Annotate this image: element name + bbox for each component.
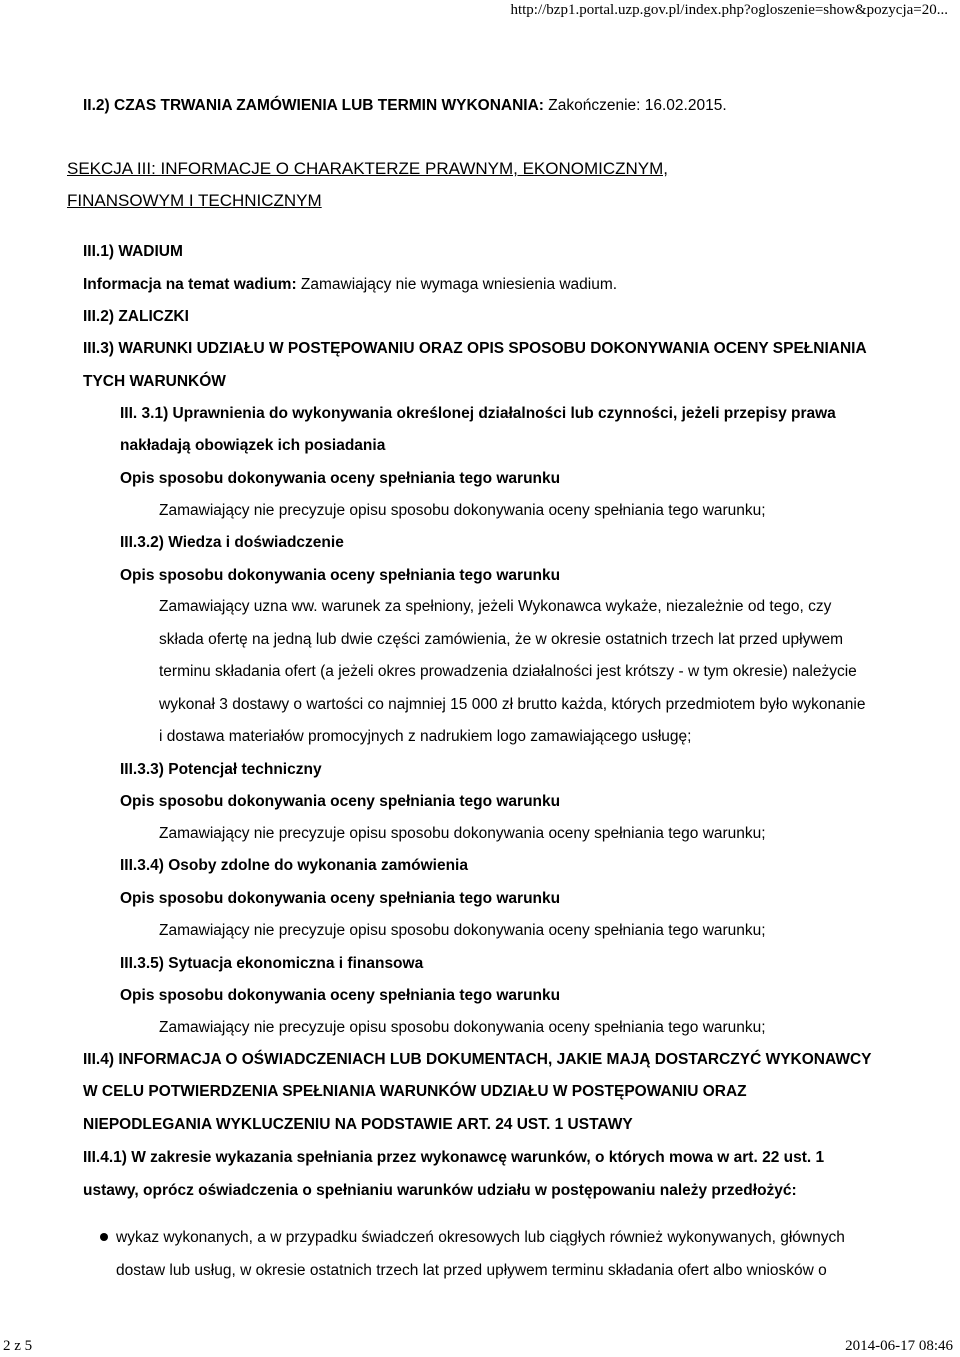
s32-text-line3: terminu składania ofert (a jeżeli okres prowadzenia działalności jest krótszy - w tym okresie) należycie <box>159 663 857 680</box>
wadium-info-label: Informacja na temat wadium: <box>83 276 297 293</box>
s32-opis-label: Opis sposobu dokonywania oceny spełniania tego warunku <box>120 567 561 584</box>
section-iii-title-line2: FINANSOWYM I TECHNICZNYM <box>67 191 322 210</box>
wadium-info <box>83 275 617 295</box>
s34-text: Zamawiający nie precyzuje opisu sposobu dokonywania oceny spełniania tego warunku; <box>159 922 766 939</box>
iii4-heading-line3: NIEPODLEGANIA WYKLUCZENIU NA PODSTAWIE ART. 24 UST. 1 USTAWY <box>83 1116 633 1133</box>
zaliczki-heading: III.2) ZALICZKI <box>83 308 189 325</box>
s32-text-line4: wykonał 3 dostawy o wartości co najmniej 15 000 zł brutto każda, których przedmiotem było wykonanie <box>159 696 866 713</box>
bullet-icon <box>100 1233 108 1241</box>
print-datetime: 2014-06-17 08:46 <box>845 1338 953 1354</box>
iii41-line2: ustawy, oprócz oświadczenia o spełnianiu warunków udziału w postępowaniu należy przedłożyć: <box>83 1182 797 1199</box>
page-number: 2 z 5 <box>3 1338 33 1354</box>
s31-heading-line1: III. 3.1) Uprawnienia do wykonywania określonej działalności lub czynności, jeżeli przepisy prawa <box>120 405 836 422</box>
warunki-heading-line2: TYCH WARUNKÓW <box>83 373 226 390</box>
s34-heading: III.3.4) Osoby zdolne do wykonania zamówienia <box>120 857 468 874</box>
wadium-info-value: Zamawiający nie wymaga wniesienia wadium. <box>300 276 618 293</box>
section-ii2-label: II.2) CZAS TRWANIA ZAMÓWIENIA LUB TERMIN WYKONANIA: <box>83 97 544 114</box>
s32-text-line1: Zamawiający uzna ww. warunek za spełniony, jeżeli Wykonawca wykaże, niezależnie od tego, czy <box>159 598 832 615</box>
section-ii2 <box>83 96 727 116</box>
iii4-heading-line2: W CELU POTWIERDZENIA SPEŁNIANIA WARUNKÓW UDZIAŁU W POSTĘPOWANIU ORAZ <box>83 1083 747 1100</box>
bullet-text-line1: wykaz wykonanych, a w przypadku świadczeń okresowych lub ciągłych również wykonywanych, głównych <box>116 1229 845 1246</box>
iii41-line1: III.4.1) W zakresie wykazania spełniania przez wykonawcę warunków, o których mowa w art. 22 ust. 1 <box>83 1149 825 1166</box>
wadium-heading: III.1) WADIUM <box>83 243 183 260</box>
s31-text: Zamawiający nie precyzuje opisu sposobu dokonywania oceny spełniania tego warunku; <box>159 502 766 519</box>
page-url: http://bzp1.portal.uzp.gov.pl/index.php?ogloszenie=show&pozycja=20... <box>510 2 948 18</box>
s34-opis-label: Opis sposobu dokonywania oceny spełniania tego warunku <box>120 890 561 907</box>
bullet-text-line2: dostaw lub usług, w okresie ostatnich trzech lat przed upływem terminu składania ofert albo wniosków o <box>116 1262 827 1279</box>
s33-heading: III.3.3) Potencjał techniczny <box>120 761 322 778</box>
s35-opis-label: Opis sposobu dokonywania oceny spełniania tego warunku <box>120 987 561 1004</box>
s35-heading: III.3.5) Sytuacja ekonomiczna i finansowa <box>120 955 424 972</box>
section-iii-title-line1: SEKCJA III: INFORMACJE O CHARAKTERZE PRAWNYM, EKONOMICZNYM, <box>67 159 669 178</box>
s32-text-line5: i dostawa materiałów promocyjnych z nadrukiem logo zamawiającego usługę; <box>159 728 692 745</box>
warunki-heading-line1: III.3) WARUNKI UDZIAŁU W POSTĘPOWANIU ORAZ OPIS SPOSOBU DOKONYWANIA OCENY SPEŁNIANIA <box>83 340 867 357</box>
s33-text: Zamawiający nie precyzuje opisu sposobu dokonywania oceny spełniania tego warunku; <box>159 825 766 842</box>
s31-opis-label: Opis sposobu dokonywania oceny spełniania tego warunku <box>120 470 561 487</box>
section-ii2-value: Zakończenie: 16.02.2015. <box>548 97 727 114</box>
s31-heading-line2: nakładają obowiązek ich posiadania <box>120 437 386 454</box>
iii4-heading-line1: III.4) INFORMACJA O OŚWIADCZENIACH LUB DOKUMENTACH, JAKIE MAJĄ DOSTARCZYĆ WYKONAWCY <box>83 1051 872 1068</box>
s33-opis-label: Opis sposobu dokonywania oceny spełniania tego warunku <box>120 793 561 810</box>
s32-text-line2: składa ofertę na jedną lub dwie części zamówienia, że w okresie ostatnich trzech lat przed upływem <box>159 631 844 648</box>
s35-text: Zamawiający nie precyzuje opisu sposobu dokonywania oceny spełniania tego warunku; <box>159 1019 766 1036</box>
s32-heading: III.3.2) Wiedza i doświadczenie <box>120 534 344 551</box>
